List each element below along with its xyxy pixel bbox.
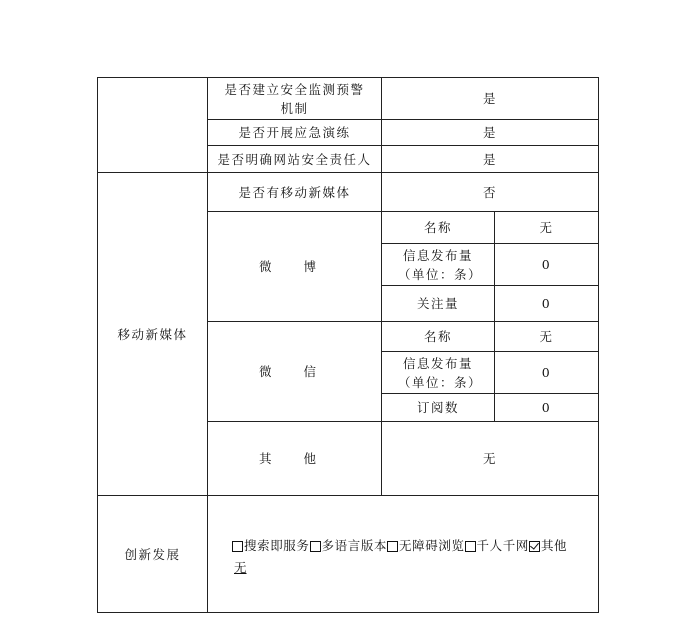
option-label: 其他 bbox=[540, 538, 568, 553]
option-search-service[interactable] bbox=[232, 536, 310, 556]
wechat-label: 微 信 bbox=[259, 364, 330, 379]
weibo-posts-label: 信息发布量（单位：条） bbox=[398, 247, 483, 282]
weibo-name-label: 名称 bbox=[423, 220, 452, 235]
emergency-drill-value: 是 bbox=[482, 125, 497, 140]
wechat-posts-label: 信息发布量（单位：条） bbox=[398, 355, 483, 390]
weibo-name-value: 无 bbox=[539, 220, 554, 235]
checkbox-icon[interactable] bbox=[387, 541, 398, 552]
wechat-name-label: 名称 bbox=[423, 329, 452, 344]
option-label: 多语言版本 bbox=[321, 538, 388, 553]
security-responsible-label: 是否明确网站安全责任人 bbox=[217, 151, 372, 167]
mobile-media-section-label: 移动新媒体 bbox=[117, 326, 188, 342]
emergency-drill-label: 是否开展应急演练 bbox=[238, 125, 351, 140]
warning-mechanism-label: 是否建立安全监测预警机制 bbox=[224, 81, 365, 116]
option-personalized[interactable] bbox=[465, 536, 529, 556]
wechat-subscribers-label: 订阅数 bbox=[416, 400, 459, 415]
warning-mechanism-value: 是 bbox=[482, 91, 497, 106]
option-label: 千人千网 bbox=[476, 538, 529, 553]
has-mobile-media-value: 否 bbox=[482, 184, 497, 200]
table-border-right bbox=[598, 77, 599, 613]
checkbox-icon[interactable] bbox=[465, 541, 476, 552]
checkbox-icon[interactable] bbox=[232, 541, 243, 552]
innovation-options bbox=[232, 536, 598, 558]
option-multilingual[interactable] bbox=[310, 536, 388, 556]
weibo-label: 微 博 bbox=[259, 259, 330, 274]
option-accessibility[interactable] bbox=[387, 536, 465, 556]
innovation-other-value: 无 bbox=[234, 560, 247, 575]
checked-checkbox-icon[interactable] bbox=[529, 541, 540, 552]
wechat-subscribers-value: 0 bbox=[541, 400, 552, 415]
innovation-label: 创新发展 bbox=[124, 546, 181, 562]
wechat-name-value: 无 bbox=[539, 329, 554, 344]
weibo-followers-value: 0 bbox=[541, 296, 552, 311]
table-border-bottom bbox=[97, 612, 599, 613]
option-label: 搜索即服务 bbox=[244, 538, 310, 553]
checkbox-icon[interactable] bbox=[310, 541, 321, 552]
other-media-label: 其 他 bbox=[259, 451, 330, 466]
has-mobile-media-label: 是否有移动新媒体 bbox=[238, 184, 351, 200]
security-responsible-value: 是 bbox=[482, 151, 497, 167]
wechat-posts-value: 0 bbox=[541, 365, 552, 380]
weibo-followers-label: 关注量 bbox=[416, 296, 459, 311]
weibo-posts-value: 0 bbox=[541, 257, 552, 272]
option-other[interactable] bbox=[529, 536, 567, 556]
option-label: 无障碍浏览 bbox=[399, 538, 465, 553]
other-media-value: 无 bbox=[482, 451, 497, 466]
